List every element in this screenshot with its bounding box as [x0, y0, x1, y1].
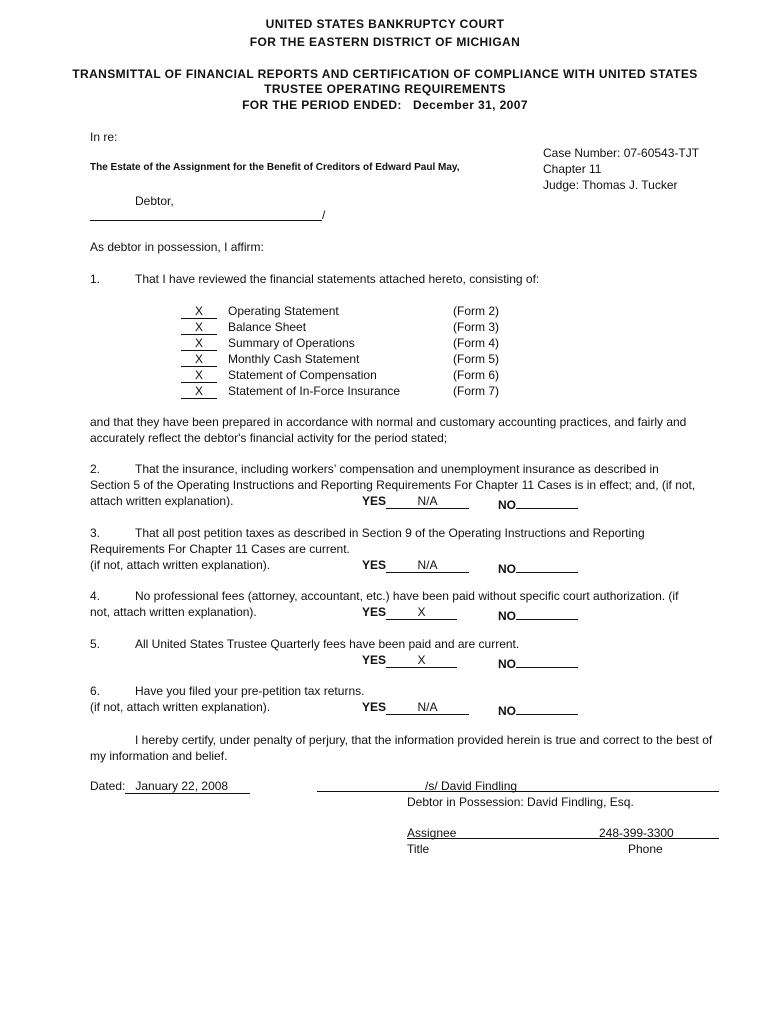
item6-line2: (if not, attach written explanation). [90, 700, 271, 714]
report-form: (Form 7) [453, 384, 499, 398]
judge: Judge: Thomas J. Tucker [543, 178, 678, 192]
item5-line1: All United States Trustee Quarterly fees have been paid and are current. [135, 637, 520, 651]
item4-yes [362, 605, 457, 620]
signer-role: Debtor in Possession: David Findling, Esq. [407, 795, 634, 809]
no-label: NO [498, 609, 516, 623]
item3-yes-field[interactable]: N/A [386, 558, 469, 573]
no-label: NO [498, 562, 516, 576]
item3-yes [362, 558, 469, 573]
report-name: Statement of Compensation [228, 368, 377, 382]
item6-no [498, 700, 578, 718]
no-label: NO [498, 498, 516, 512]
item2-no-field[interactable] [516, 494, 578, 509]
dated-value[interactable]: January 22, 2008 [125, 779, 250, 794]
chapter: Chapter 11 [543, 162, 602, 176]
yes-label: YES [362, 494, 387, 508]
item1-after-text: and that they have been prepared in accordance with normal and customary accounting practices, and fairly and accurately reflect the debtor's financial activity for the period stated; [90, 415, 687, 445]
dated-field [90, 779, 250, 794]
item6-number: 6. [90, 684, 101, 698]
court-name-line1: UNITED STATES BANKRUPTCY COURT [265, 17, 505, 31]
form-title-line2: TRUSTEE OPERATING REQUIREMENTS [264, 82, 506, 96]
report-name: Balance Sheet [228, 320, 307, 334]
certification-text: I hereby certify, under penalty of perjury, that the information provided herein is true and correct to the best of my information and belief. [90, 733, 713, 763]
title-label: Title [407, 842, 430, 856]
item4-number: 4. [90, 589, 101, 603]
in-re-label: In re: [90, 130, 118, 144]
item6-yes-field[interactable]: N/A [386, 700, 469, 715]
debtor-signature-line [90, 220, 322, 221]
signer-name[interactable]: /s/ David Findling [425, 779, 518, 793]
item2-no [498, 494, 578, 512]
item6-no-field[interactable] [516, 700, 578, 715]
report-checkbox[interactable]: X [181, 352, 217, 367]
signature-line [317, 791, 719, 792]
item3-line1: That all post petition taxes as described in Section 9 of the Operating Instructions and Reporting [135, 526, 645, 540]
item5-no-field[interactable] [516, 653, 578, 668]
report-form: (Form 4) [453, 336, 499, 350]
report-name: Operating Statement [228, 304, 339, 318]
yes-label: YES [362, 653, 387, 667]
report-form: (Form 5) [453, 352, 499, 366]
item3-no [498, 558, 578, 576]
item5-number: 5. [90, 637, 101, 651]
period-label: FOR THE PERIOD ENDED: [242, 98, 402, 112]
report-form: (Form 3) [453, 320, 499, 334]
item4-no [498, 605, 578, 623]
item1-number: 1. [90, 272, 101, 286]
report-checkbox[interactable]: X [181, 384, 217, 399]
period-ended [0, 98, 770, 112]
report-name: Summary of Operations [228, 336, 355, 350]
item3-line3: (if not, attach written explanation). [90, 558, 271, 572]
yes-label: YES [362, 605, 387, 619]
item1-text: That I have reviewed the financial statements attached hereto, consisting of: [135, 272, 540, 286]
item5-no [498, 653, 578, 671]
case-number: Case Number: 07-60543-TJT [543, 146, 700, 160]
report-checkbox[interactable]: X [181, 368, 217, 383]
item2-yes-field[interactable]: N/A [386, 494, 469, 509]
report-checkbox[interactable]: X [181, 336, 217, 351]
item3-no-field[interactable] [516, 558, 578, 573]
item4-no-field[interactable] [516, 605, 578, 620]
report-form: (Form 2) [453, 304, 499, 318]
item5-yes [362, 653, 457, 668]
item2-number: 2. [90, 462, 101, 476]
caption-slash: / [322, 208, 326, 222]
item3-line2: Requirements For Chapter 11 Cases are current. [90, 542, 350, 556]
affirm-statement: As debtor in possession, I affirm: [90, 240, 264, 254]
period-value: December 31, 2007 [413, 98, 528, 112]
no-label: NO [498, 704, 516, 718]
form-title-line1: TRANSMITTAL OF FINANCIAL REPORTS AND CERTIFICATION OF COMPLIANCE WITH UNITED STATES [72, 67, 698, 81]
report-checkbox[interactable]: X [181, 320, 217, 335]
item4-line1: No professional fees (attorney, accountant, etc.) have been paid without specific court authorization. (if [135, 589, 679, 603]
title-value[interactable]: Assignee [407, 826, 457, 840]
dated-label: Dated: [90, 779, 126, 793]
item6-line1: Have you filed your pre-petition tax returns. [135, 684, 365, 698]
item2-line3: attach written explanation). [90, 494, 234, 508]
report-name: Monthly Cash Statement [228, 352, 360, 366]
yes-label: YES [362, 558, 387, 572]
item3-number: 3. [90, 526, 101, 540]
item6-yes [362, 700, 469, 715]
court-name-line2: FOR THE EASTERN DISTRICT OF MICHIGAN [249, 35, 521, 49]
yes-label: YES [362, 700, 387, 714]
phone-value[interactable]: 248-399-3300 [599, 826, 674, 840]
estate-name: The Estate of the Assignment for the Benefit of Creditors of Edward Paul May, [90, 162, 460, 173]
phone-label: Phone [628, 842, 663, 856]
item2-line2: Section 5 of the Operating Instructions and Reporting Requirements For Chapter 11 Cases is in effect; and, (if not, [90, 478, 696, 492]
report-name: Statement of In-Force Insurance [228, 384, 401, 398]
item4-yes-field[interactable]: X [386, 605, 457, 620]
no-label: NO [498, 657, 516, 671]
debtor-label: Debtor, [135, 194, 174, 208]
item5-yes-field[interactable]: X [386, 653, 457, 668]
report-checkbox[interactable]: X [181, 304, 217, 319]
item2-yes [362, 494, 469, 509]
item2-line1: That the insurance, including workers’ compensation and unemployment insurance as described in [135, 462, 659, 476]
report-form: (Form 6) [453, 368, 499, 382]
item4-line2: not, attach written explanation). [90, 605, 257, 619]
